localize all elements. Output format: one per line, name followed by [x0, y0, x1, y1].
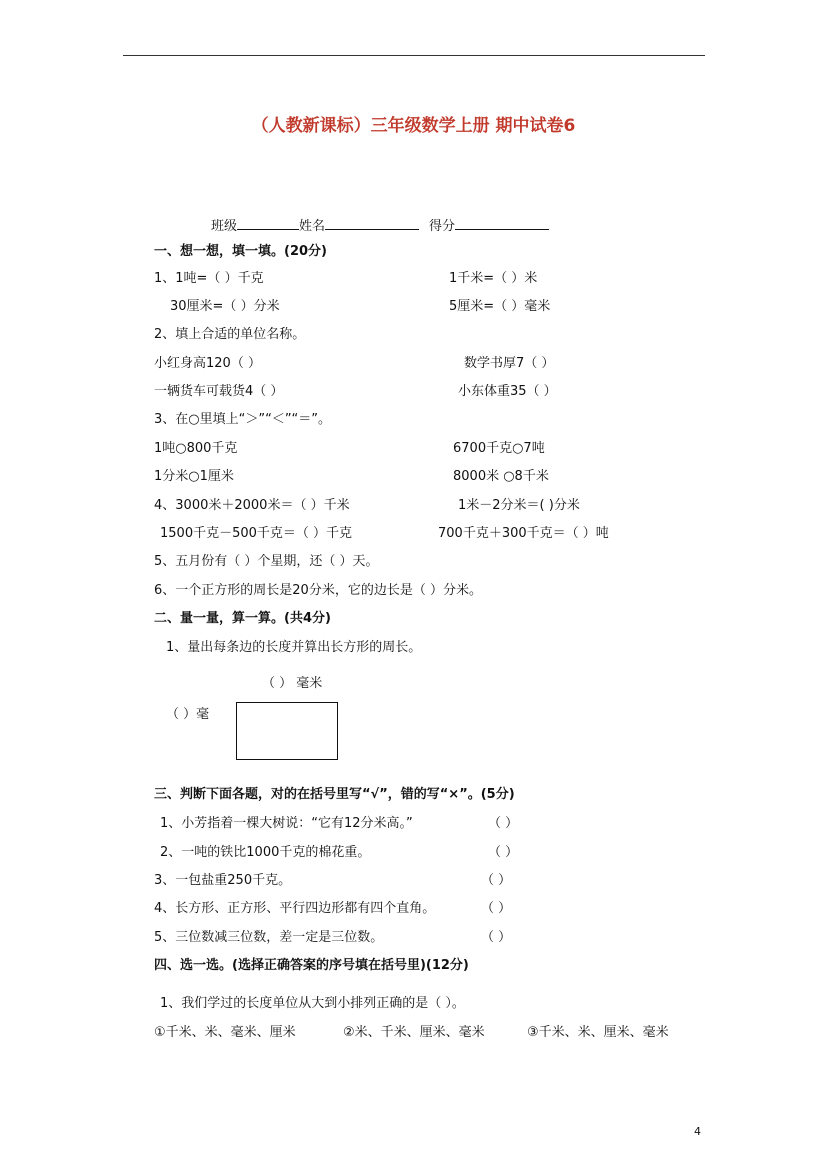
s3-q3: 3、一包盐重250千克。: [154, 873, 292, 888]
class-label: 班级: [211, 219, 238, 234]
s1-line1b: 1千米=（ ）米: [449, 271, 538, 286]
page-number: 4: [694, 1125, 701, 1138]
section3-heading: 三、判断下面各题，对的在括号里写“√”，错的写“×”。(5分): [154, 787, 515, 802]
s1-line1a: 1、1吨=（ ）千克: [154, 271, 264, 286]
s3-q2-paren[interactable]: （ ）: [488, 845, 519, 860]
s4-q1: 1、我们学过的长度单位从大到小排列正确的是（ ）。: [160, 996, 465, 1011]
s1-line11: 5、五月份有（ ）个星期，还（ ）天。: [154, 554, 379, 569]
info-line: [211, 217, 549, 235]
s1-line7b: 6700千克○7吨: [453, 441, 545, 456]
s1-line5b: 小东体重35（ ）: [458, 384, 557, 399]
s1-line12: 6、一个正方形的周长是20分米，它的边长是（ ）分米。: [154, 583, 482, 598]
s1-line8b: 8000米 ○8千米: [453, 469, 549, 484]
s1-line4b: 数学书厚7（ ）: [464, 356, 555, 371]
s1-line5a: 一辆货车可载货4（ ）: [154, 384, 284, 399]
score-blank[interactable]: [455, 217, 549, 230]
s2-question1: 1、量出每条边的长度并算出长方形的周长。: [166, 640, 422, 655]
s1-line2b: 5厘米=（ ）毫米: [449, 299, 551, 314]
score-label: 得分: [429, 219, 456, 234]
s4-option2: ②米、千米、厘米、毫米: [343, 1025, 485, 1040]
class-blank[interactable]: [237, 217, 299, 230]
s4-option3: ③千米、米、厘米、毫米: [527, 1025, 669, 1040]
s1-line9b: 1米－2分米＝( )分米: [458, 498, 580, 513]
section2-heading: 二、量一量，算一算。(共4分): [154, 611, 331, 626]
rectangle-figure: [236, 702, 338, 760]
s1-line3: 2、填上合适的单位名称。: [154, 327, 306, 342]
s3-q3-paren[interactable]: （ ）: [481, 873, 512, 888]
section4-heading: 四、选一选。(选择正确答案的序号填在括号里)(12分): [154, 958, 469, 973]
s3-q4: 4、长方形、正方形、平行四边形都有四个直角。: [154, 901, 436, 916]
s1-line6: 3、在○里填上“＞”“＜”“＝”。: [154, 412, 332, 427]
s3-q5-paren[interactable]: （ ）: [481, 930, 512, 945]
s1-line4a: 小红身高120（ ）: [154, 356, 261, 371]
name-blank[interactable]: [325, 217, 419, 230]
s3-q2: 2、一吨的铁比1000千克的棉花重。: [160, 845, 371, 860]
s1-line8a: 1分米○1厘米: [154, 469, 234, 484]
s4-option1: ①千米、米、毫米、厘米: [154, 1025, 296, 1040]
rect-left-label: （ ）毫: [166, 707, 210, 722]
s1-line10a: 1500千克－500千克＝（ ）千克: [160, 526, 353, 541]
s3-q1-paren[interactable]: （ ）: [488, 816, 519, 831]
s1-line9a: 4、3000米＋2000米＝（ ）千米: [154, 498, 350, 513]
page-title: （人教新课标）三年级数学上册 期中试卷6: [251, 116, 576, 136]
s1-line10b: 700千克＋300千克＝（ ）吨: [438, 526, 609, 541]
s3-q5: 5、三位数减三位数，差一定是三位数。: [154, 930, 384, 945]
s3-q4-paren[interactable]: （ ）: [481, 901, 512, 916]
s1-line2a: 30厘米=（ ）分米: [170, 299, 280, 314]
header-rule: [123, 55, 705, 56]
s1-line7a: 1吨○800千克: [154, 441, 238, 456]
s3-q1: 1、小芳指着一棵大树说：“它有12分米高。”: [160, 816, 413, 831]
rect-top-label: （ ） 毫米: [262, 676, 323, 691]
section1-heading: 一、想一想，填一填。(20分): [154, 244, 327, 259]
name-label: 姓名: [299, 219, 326, 234]
